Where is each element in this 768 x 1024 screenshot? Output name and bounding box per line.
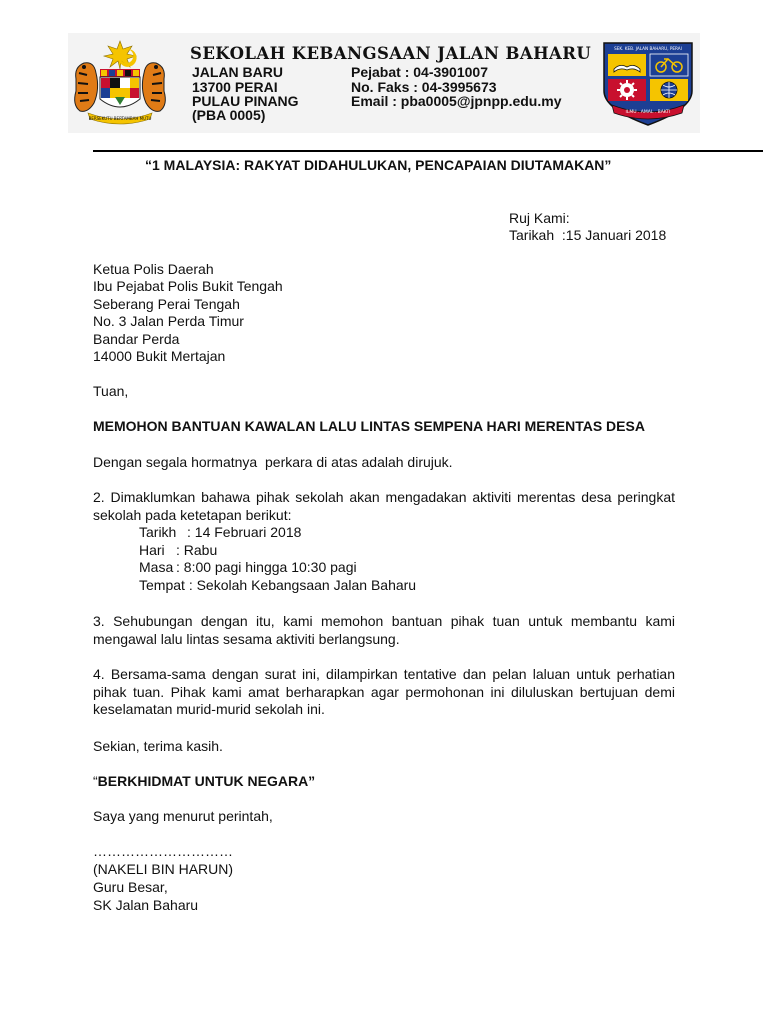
- recipient-line-2: Ibu Pejabat Polis Bukit Tengah: [93, 278, 283, 294]
- detail-value: : 8:00 pagi hingga 10:30 pagi: [176, 559, 357, 575]
- detail-value: : Rabu: [176, 542, 218, 558]
- letterhead: [68, 33, 700, 133]
- office-phone: Pejabat : 04-3901007: [351, 64, 488, 80]
- crest-banner-text: BERSEKUTU BERTAMBAH MUTU: [88, 116, 152, 121]
- closing-remark: Sekian, terima kasih.: [93, 738, 223, 754]
- letter-subject: MEMOHON BANTUAN KAWALAN LALU LINTAS SEMPENA HARI MERENTAS DESA: [93, 418, 645, 434]
- signature-intro: Saya yang menurut perintah,: [93, 808, 273, 824]
- school-motto-text: ILMU . AMAL . BAKTI: [625, 110, 671, 115]
- header-divider: [93, 150, 763, 152]
- paragraph-3: 3. Sehubungan dengan itu, kami memohon bantuan pihak tuan untuk membantu kami mengawal lalu lintas sesama aktiviti berlangsung.: [93, 613, 675, 647]
- school-crest-top-text: SEK. KEB. JALAN BAHARU, PERAI: [614, 46, 682, 51]
- school-code: (PBA 0005): [192, 107, 266, 123]
- paragraph-1: Dengan segala hormatnya perkara di atas adalah dirujuk.: [93, 454, 453, 470]
- recipient-line-3: Seberang Perai Tengah: [93, 296, 240, 312]
- recipient-line-6: 14000 Bukit Mertajan: [93, 348, 226, 364]
- signature-line: …………………………: [93, 843, 233, 859]
- signatory-title: Guru Besar,: [93, 879, 168, 895]
- detail-label: Tarikh: [139, 524, 177, 540]
- paragraph-4: 4. Bersama-sama dengan surat ini, dilampirkan tentative dan pelan laluan untuk perhatian pihak tuan. Pihak kami amat berharapkan agar permohonan ini diluluskan bertujuan demi keselamatan murid-murid sekolah ini.: [93, 666, 675, 717]
- right-tiger-icon: [142, 63, 165, 112]
- detail-value: : Sekolah Kebangsaan Jalan Baharu: [188, 577, 417, 593]
- detail-label: Masa: [139, 559, 174, 575]
- detail-venue: [139, 577, 416, 594]
- detail-date: [139, 524, 301, 541]
- recipient-line-1: Ketua Polis Daerah: [93, 261, 214, 277]
- signatory-school: SK Jalan Baharu: [93, 897, 199, 913]
- detail-label: Tempat: [139, 577, 185, 593]
- reference-number: Ruj Kami:: [509, 210, 570, 226]
- malaysia-coat-of-arms-icon: [70, 39, 170, 125]
- fax-number: No. Faks : 04-3995673: [351, 79, 497, 95]
- detail-value: : 14 Februari 2018: [187, 524, 302, 540]
- recipient-line-4: No. 3 Jalan Perda Timur: [93, 313, 244, 329]
- date-label: Tarikah: [509, 227, 555, 243]
- school-name: SEKOLAH KEBANGSAAN JALAN BAHARU: [190, 44, 592, 63]
- detail-label: Hari: [139, 542, 165, 558]
- email-address: Email : pba0005@jpnpp.edu.my: [351, 93, 562, 109]
- paragraph-2: 2. Dimaklumkan bahawa pihak sekolah akan mengadakan aktiviti merentas desa peringkat sekolah pada ketetapan berikut:: [93, 489, 675, 523]
- detail-day: [139, 542, 217, 559]
- salutation: Tuan,: [93, 383, 129, 399]
- national-slogan: “1 MALAYSIA: RAKYAT DIDAHULUKAN, PENCAPAIAN DIUTAMAKAN”: [145, 157, 612, 173]
- motto-text: BERKHIDMAT UNTUK NEGARA”: [97, 773, 316, 789]
- address-line-1: JALAN BARU: [192, 64, 283, 80]
- gear-icon: [617, 80, 637, 100]
- service-motto: [93, 773, 315, 790]
- motto-quote: “: [93, 773, 98, 789]
- date-value: :15 Januari 2018: [561, 227, 667, 243]
- left-tiger-icon: [75, 63, 98, 112]
- address-line-3: PULAU PINANG: [192, 93, 299, 109]
- letter-date: [509, 227, 666, 244]
- globe-icon: [661, 82, 677, 98]
- detail-time: [139, 559, 357, 576]
- address-line-2: 13700 PERAI: [192, 79, 278, 95]
- recipient-line-5: Bandar Perda: [93, 331, 180, 347]
- school-crest-icon: [598, 39, 698, 127]
- signatory-name: (NAKELI BIN HARUN): [93, 861, 234, 877]
